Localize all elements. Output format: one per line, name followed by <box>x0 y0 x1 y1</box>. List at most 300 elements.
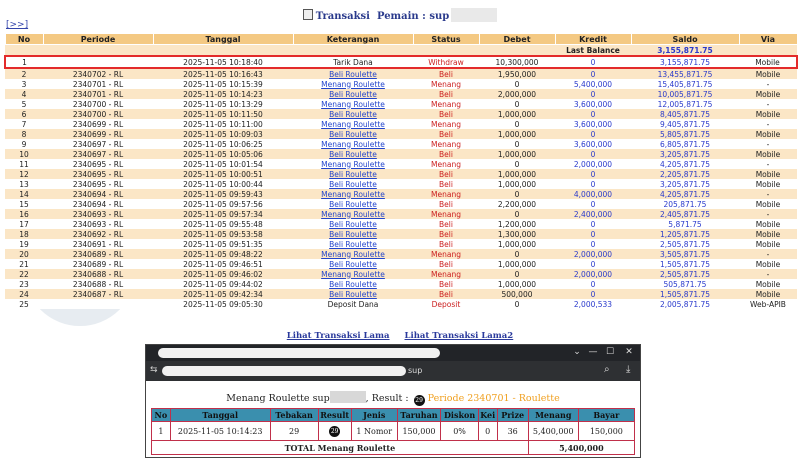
popup-addressbar <box>146 361 640 381</box>
cell-kredit: 0 <box>555 239 631 249</box>
result-column-header: Jenis <box>351 409 397 422</box>
cell-kredit: 5,400,000 <box>555 79 631 89</box>
description-link[interactable]: Beli Roulette <box>293 219 413 229</box>
close-icon[interactable]: ✕ <box>625 347 633 357</box>
cell-status: Menang <box>413 269 479 279</box>
cell-periode: 2340697 - RL <box>43 149 153 159</box>
old-transactions-link[interactable]: Lihat Transaksi Lama <box>286 331 390 341</box>
cell-no: 17 <box>5 219 43 229</box>
cell-status: Menang <box>413 189 479 199</box>
cell-saldo: 2,005,871.75 <box>631 299 739 309</box>
cell-saldo: 15,405,871.75 <box>631 79 739 89</box>
table-row <box>5 99 797 109</box>
cell-periode: 2340699 - RL <box>43 129 153 139</box>
cell-status: Beli <box>413 89 479 99</box>
footer-links <box>0 331 800 341</box>
cell-tanggal: 2025-11-05 10:18:40 <box>153 56 293 68</box>
table-row <box>5 209 797 219</box>
cell-debet: 0 <box>479 269 555 279</box>
cell-tanggal: 2025-11-05 10:14:23 <box>153 89 293 99</box>
url-redacted <box>162 366 406 376</box>
table-row <box>5 179 797 189</box>
table-row <box>5 159 797 169</box>
cell-via: - <box>739 79 797 89</box>
cell-tanggal: 2025-11-05 10:01:54 <box>153 159 293 169</box>
cell-tanggal: 2025-11-05 10:16:43 <box>153 68 293 79</box>
cell-via: Web-APIB <box>739 299 797 309</box>
table-row <box>5 279 797 289</box>
cell-tanggal: 2025-11-05 09:42:34 <box>153 289 293 299</box>
cell-no: 11 <box>5 159 43 169</box>
cell-kredit: 0 <box>555 229 631 239</box>
cell-tanggal: 2025-11-05 10:06:25 <box>153 139 293 149</box>
column-header: Status <box>413 34 479 45</box>
cell-via: Mobile <box>739 229 797 239</box>
result-ball: 29 <box>330 427 339 435</box>
cell-periode: 2340699 - RL <box>43 119 153 129</box>
result-column-header: No <box>152 409 171 422</box>
cell-saldo: 9,405,871.75 <box>631 119 739 129</box>
periode-label: Periode 2340701 - Roulette <box>427 393 560 404</box>
column-header: No <box>5 34 43 45</box>
cell-kredit: 0 <box>555 179 631 189</box>
total-label: TOTAL Menang Roulette <box>152 441 529 455</box>
cell-no: 9 <box>5 139 43 149</box>
cell-via: - <box>739 269 797 279</box>
description-link[interactable]: Menang Roulette <box>293 119 413 129</box>
table-row <box>5 219 797 229</box>
result-column-header: Diskon <box>441 409 478 422</box>
table-row <box>5 119 797 129</box>
cell-saldo: 3,205,871.75 <box>631 179 739 189</box>
cell-status: Menang <box>413 79 479 89</box>
cell-via: Mobile <box>739 169 797 179</box>
cell-no: 23 <box>5 279 43 289</box>
cell-saldo: 2,505,871.75 <box>631 239 739 249</box>
cell-periode: 2340701 - RL <box>43 89 153 99</box>
total-row <box>152 441 635 455</box>
description-link[interactable]: Beli Roulette <box>293 239 413 249</box>
cell-status: Beli <box>413 259 479 269</box>
cell-periode: 2340687 - RL <box>43 289 153 299</box>
cell-debet: 0 <box>479 159 555 169</box>
cell-debet: 0 <box>479 299 555 309</box>
cell-tanggal: 2025-11-05 09:44:02 <box>153 279 293 289</box>
cell-no: 6 <box>5 109 43 119</box>
cell-tanggal: 2025-11-05 09:48:22 <box>153 249 293 259</box>
table-row-highlighted <box>5 56 797 68</box>
description-link[interactable]: Beli Roulette <box>293 169 413 179</box>
description-link[interactable]: Menang Roulette <box>293 209 413 219</box>
cell-via: Mobile <box>739 259 797 269</box>
cell-kredit: 0 <box>555 219 631 229</box>
cell-saldo: 2,205,871.75 <box>631 169 739 179</box>
result-column-header: Result <box>318 409 351 422</box>
player-label: Pemain : sup <box>376 11 450 22</box>
cell-periode: 2340688 - RL <box>43 279 153 289</box>
cell-via: Mobile <box>739 179 797 189</box>
result-row: 1 2025-11-05 10:14:23 29 29 1 Nomor 150,000 0% 0 36 5,400,000 150,000 <box>152 422 635 441</box>
cell-periode: 2340697 - RL <box>43 139 153 149</box>
cell-status: Deposit <box>413 299 479 309</box>
table-row <box>5 189 797 199</box>
last-balance-value: 3,155,871.75 <box>631 45 739 57</box>
cell-kredit: 2,000,000 <box>555 269 631 279</box>
cell-via: Mobile <box>739 89 797 99</box>
cell-tanggal: 2025-11-05 10:11:50 <box>153 109 293 119</box>
cell-status: Beli <box>413 149 479 159</box>
cell-debet: 1,000,000 <box>479 109 555 119</box>
cell-no: 21 <box>5 259 43 269</box>
url-text[interactable]: sup <box>408 366 423 375</box>
cell-via: Mobile <box>739 149 797 159</box>
cell-tanggal: 2025-11-05 10:09:03 <box>153 129 293 139</box>
result-column-header: Tanggal <box>170 409 270 422</box>
cell-kredit: 2,000,000 <box>555 249 631 259</box>
cell-tanggal: 2025-11-05 10:00:51 <box>153 169 293 179</box>
cell-no: 3 <box>5 79 43 89</box>
description-link[interactable]: Beli Roulette <box>293 109 413 119</box>
cell-via: Mobile <box>739 199 797 209</box>
cell-kredit: 2,400,000 <box>555 209 631 219</box>
cell-no: 5 <box>5 99 43 109</box>
cell-periode: 2340693 - RL <box>43 219 153 229</box>
table-row <box>5 249 797 259</box>
cell-tanggal: 2025-11-05 09:57:34 <box>153 209 293 219</box>
description-link[interactable]: Menang Roulette <box>293 269 413 279</box>
cell-via: - <box>739 209 797 219</box>
cell-saldo: 13,455,871.75 <box>631 68 739 79</box>
cell-periode: 2340700 - RL <box>43 109 153 119</box>
cell-kredit: 3,600,000 <box>555 139 631 149</box>
description-link[interactable]: Menang Roulette <box>293 249 413 259</box>
cell-debet: 0 <box>479 119 555 129</box>
cell-no: 7 <box>5 119 43 129</box>
cell-debet: 500,000 <box>479 289 555 299</box>
table-row <box>5 68 797 79</box>
cell-periode: 2340695 - RL <box>43 169 153 179</box>
cell-kredit: 0 <box>555 259 631 269</box>
cell-periode: 2340701 - RL <box>43 79 153 89</box>
result-table-header <box>152 409 635 422</box>
cell-kredit: 3,600,000 <box>555 99 631 109</box>
cell-no: 8 <box>5 129 43 139</box>
cell-via: Mobile <box>739 279 797 289</box>
description-link[interactable]: Beli Roulette <box>293 259 413 269</box>
cell-via: - <box>739 249 797 259</box>
cell-status: Menang <box>413 99 479 109</box>
page-title: Transaksi Pemain : sup <box>0 8 800 22</box>
description-link[interactable]: Beli Roulette <box>293 68 413 79</box>
cell-via: - <box>739 159 797 169</box>
cell-saldo: 4,205,871.75 <box>631 159 739 169</box>
cell-status: Beli <box>413 169 479 179</box>
cell-kredit: 3,600,000 <box>555 119 631 129</box>
cell-via: - <box>739 119 797 129</box>
cell-kredit: 0 <box>555 199 631 209</box>
cell-via: Mobile <box>739 56 797 68</box>
table-row <box>5 139 797 149</box>
cell-tanggal: 2025-11-05 10:11:00 <box>153 119 293 129</box>
redacted-block <box>451 8 497 22</box>
table-row <box>5 89 797 99</box>
cell-via: Mobile <box>739 219 797 229</box>
cell-tanggal: 2025-11-05 09:46:02 <box>153 269 293 279</box>
cell-no: 19 <box>5 239 43 249</box>
cell-tanggal: 2025-11-05 09:57:56 <box>153 199 293 209</box>
cell-status: Beli <box>413 289 479 299</box>
result-column-header: Tebakan <box>270 409 318 422</box>
description-link[interactable]: Beli Roulette <box>293 279 413 289</box>
cell-kredit: 0 <box>555 56 631 68</box>
cell-status: Beli <box>413 199 479 209</box>
result-ball: 29 <box>415 397 423 404</box>
description-link[interactable]: Menang Roulette <box>293 99 413 109</box>
cell-kredit: 0 <box>555 149 631 159</box>
more-link[interactable]: [>>] <box>6 20 29 30</box>
cell-debet: 0 <box>479 99 555 109</box>
cell-periode <box>43 299 153 309</box>
cell-periode <box>43 56 153 68</box>
cell-no: 1 <box>5 56 43 68</box>
cell-saldo: 3,155,871.75 <box>631 56 739 68</box>
cell-periode: 2340691 - RL <box>43 239 153 249</box>
cell-periode: 2340694 - RL <box>43 199 153 209</box>
cell-debet: 1,000,000 <box>479 279 555 289</box>
cell-kredit: 0 <box>555 169 631 179</box>
column-header: Via <box>739 34 797 45</box>
cell-saldo: 6,805,871.75 <box>631 139 739 149</box>
cell-tanggal: 2025-11-05 09:51:35 <box>153 239 293 249</box>
total-value: 5,400,000 <box>528 441 634 455</box>
cell-via: - <box>739 189 797 199</box>
cell-kredit: 2,000,000 <box>555 159 631 169</box>
cell-debet: 2,000,000 <box>479 89 555 99</box>
description-link[interactable]: Beli Roulette <box>293 89 413 99</box>
cell-saldo: 3,505,871.75 <box>631 249 739 259</box>
table-row <box>5 289 797 299</box>
cell-debet: 0 <box>479 139 555 149</box>
result-column-header: Taruhan <box>397 409 441 422</box>
zoom-icon[interactable]: ⌕ <box>604 364 610 375</box>
cell-status: Beli <box>413 179 479 189</box>
cell-saldo: 2,505,871.75 <box>631 269 739 279</box>
description-link[interactable]: Beli Roulette <box>293 229 413 239</box>
table-header <box>5 34 797 45</box>
description-link[interactable]: Menang Roulette <box>293 189 413 199</box>
cell-tanggal: 2025-11-05 10:13:29 <box>153 99 293 109</box>
result-column-header: Bayar <box>578 409 634 422</box>
cell-debet: 1,000,000 <box>479 149 555 159</box>
cell-saldo: 1,205,871.75 <box>631 229 739 239</box>
document-icon <box>303 9 313 20</box>
cell-status: Beli <box>413 68 479 79</box>
popup-content <box>146 381 640 457</box>
table-row <box>5 109 797 119</box>
cell-saldo: 8,405,871.75 <box>631 109 739 119</box>
cell-via: - <box>739 99 797 109</box>
cell-no: 13 <box>5 179 43 189</box>
cell-periode: 2340695 - RL <box>43 159 153 169</box>
cell-tanggal: 2025-11-05 09:53:58 <box>153 229 293 239</box>
chevron-down-icon[interactable]: ⌄ <box>573 347 581 357</box>
old-transactions2-link[interactable]: Lihat Transaksi Lama2 <box>404 331 514 341</box>
cell-kredit: 0 <box>555 129 631 139</box>
table-row <box>5 239 797 249</box>
cell-tanggal: 2025-11-05 10:05:06 <box>153 149 293 159</box>
cell-saldo: 1,505,871.75 <box>631 259 739 269</box>
cell-no: 25 <box>5 299 43 309</box>
cell-no: 10 <box>5 149 43 159</box>
cell-debet: 0 <box>479 209 555 219</box>
cell-kredit: 0 <box>555 279 631 289</box>
cell-debet: 2,200,000 <box>479 199 555 209</box>
description-link[interactable]: Beli Roulette <box>293 149 413 159</box>
download-icon[interactable]: ⤓ <box>626 364 631 375</box>
cell-saldo: 4,205,871.75 <box>631 189 739 199</box>
cell-kredit: 0 <box>555 109 631 119</box>
cell-status: Menang <box>413 159 479 169</box>
description-link[interactable]: Beli Roulette <box>293 199 413 209</box>
column-header: Keterangan <box>293 34 413 45</box>
cell-no: 15 <box>5 199 43 209</box>
cell-ket: Tarik Dana <box>293 56 413 68</box>
cell-via: Mobile <box>739 289 797 299</box>
cell-debet: 10,300,000 <box>479 56 555 68</box>
cell-periode: 2340689 - RL <box>43 249 153 259</box>
result-column-header: Menang <box>528 409 578 422</box>
table-row <box>5 129 797 139</box>
cell-tanggal: 2025-11-05 09:55:48 <box>153 219 293 229</box>
tab-title-redacted <box>158 348 440 358</box>
maximize-icon[interactable]: ☐ <box>605 347 615 357</box>
cell-tanggal: 2025-11-05 09:05:30 <box>153 299 293 309</box>
cell-no: 22 <box>5 269 43 279</box>
cell-status: Withdraw <box>413 56 479 68</box>
cell-debet: 1,950,000 <box>479 68 555 79</box>
cell-debet: 0 <box>479 249 555 259</box>
cell-saldo: 10,005,871.75 <box>631 89 739 99</box>
cell-no: 14 <box>5 189 43 199</box>
result-column-header: Kei <box>480 410 496 420</box>
site-settings-icon[interactable]: ⇆ <box>150 365 158 375</box>
cell-periode: 2340694 - RL <box>43 189 153 199</box>
result-table <box>151 408 635 455</box>
table-row <box>5 169 797 179</box>
cell-status: Beli <box>413 279 479 289</box>
cell-debet: 1,000,000 <box>479 169 555 179</box>
cell-via: Mobile <box>739 239 797 249</box>
result-title: Menang Roulette sup , Result : 29 Periode 2340701 - Roulette <box>226 393 560 404</box>
cell-saldo: 205,871.75 <box>631 199 739 209</box>
description-link[interactable]: Beli Roulette <box>293 289 413 299</box>
cell-status: Beli <box>413 109 479 119</box>
column-header: Tanggal <box>153 34 293 45</box>
cell-status: Menang <box>413 249 479 259</box>
cell-no: 2 <box>5 68 43 79</box>
cell-saldo: 505,871.75 <box>631 279 739 289</box>
cell-via: Mobile <box>739 129 797 139</box>
cell-tanggal: 2025-11-05 10:15:39 <box>153 79 293 89</box>
cell-debet: 1,300,000 <box>479 229 555 239</box>
description-link[interactable]: Menang Roulette <box>293 139 413 149</box>
popup-titlebar <box>146 345 640 361</box>
cell-periode: 2340689 - RL <box>43 259 153 269</box>
cell-periode: 2340688 - RL <box>43 269 153 279</box>
cell-no: 24 <box>5 289 43 299</box>
cell-via: Mobile <box>739 68 797 79</box>
column-header: Periode <box>43 34 153 45</box>
cell-periode: 2340700 - RL <box>43 99 153 109</box>
cell-kredit: 4,000,000 <box>555 189 631 199</box>
cell-status: Beli <box>413 239 479 249</box>
cell-debet: 0 <box>479 189 555 199</box>
column-header: Debet <box>479 34 555 45</box>
cell-saldo: 3,205,871.75 <box>631 149 739 159</box>
cell-debet: 1,200,000 <box>479 219 555 229</box>
table-row <box>5 149 797 159</box>
table-row <box>5 199 797 209</box>
cell-ket: Deposit Dana <box>293 299 413 309</box>
cell-debet: 1,000,000 <box>479 179 555 189</box>
cell-debet: 1,000,000 <box>479 259 555 269</box>
table-row <box>5 269 797 279</box>
cell-saldo: 12,005,871.75 <box>631 99 739 109</box>
description-link[interactable]: Beli Roulette <box>293 129 413 139</box>
result-popup-window <box>145 344 641 458</box>
cell-tanggal: 2025-11-05 10:00:44 <box>153 179 293 189</box>
cell-no: 4 <box>5 89 43 99</box>
cell-periode: 2340693 - RL <box>43 209 153 219</box>
cell-saldo: 2,405,871.75 <box>631 209 739 219</box>
cell-debet: 1,000,000 <box>479 129 555 139</box>
cell-kredit: 0 <box>555 89 631 99</box>
cell-status: Beli <box>413 229 479 239</box>
description-link[interactable]: Beli Roulette <box>293 179 413 189</box>
cell-no: 18 <box>5 229 43 239</box>
cell-tanggal: 2025-11-05 09:59:43 <box>153 189 293 199</box>
cell-status: Beli <box>413 219 479 229</box>
transaction-table <box>4 33 798 309</box>
minimize-icon[interactable]: — <box>588 347 598 357</box>
description-link[interactable]: Menang Roulette <box>293 79 413 89</box>
cell-no: 20 <box>5 249 43 259</box>
cell-via: - <box>739 139 797 149</box>
cell-no: 12 <box>5 169 43 179</box>
cell-debet: 1,000,000 <box>479 239 555 249</box>
cell-status: Menang <box>413 139 479 149</box>
description-link[interactable]: Menang Roulette <box>293 159 413 169</box>
table-row <box>5 229 797 239</box>
cell-periode: 2340695 - RL <box>43 179 153 189</box>
cell-periode: 2340702 - RL <box>43 68 153 79</box>
column-header: Saldo <box>631 34 739 45</box>
result-column-header: Prize <box>497 409 528 422</box>
redacted-block <box>330 391 366 403</box>
cell-saldo: 5,805,871.75 <box>631 129 739 139</box>
cell-saldo: 1,505,871.75 <box>631 289 739 299</box>
last-balance-label: Last Balance <box>555 45 631 57</box>
cell-status: Menang <box>413 209 479 219</box>
cell-status: Menang <box>413 119 479 129</box>
table-row <box>5 259 797 269</box>
cell-periode: 2340692 - RL <box>43 229 153 239</box>
table-row <box>5 299 797 309</box>
cell-kredit: 2,000,533 <box>555 299 631 309</box>
cell-saldo: 5,871.75 <box>631 219 739 229</box>
cell-no: 16 <box>5 209 43 219</box>
cell-kredit: 0 <box>555 289 631 299</box>
